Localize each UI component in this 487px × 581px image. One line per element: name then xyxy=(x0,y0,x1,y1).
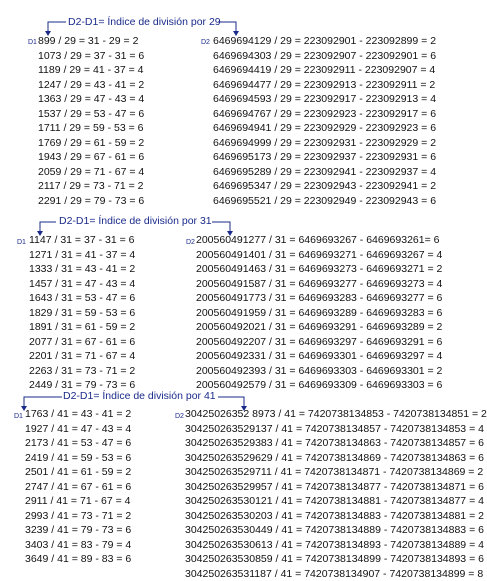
d1-row: 1333 / 31 = 43 - 41 = 2 xyxy=(29,262,135,277)
d1-row: 2993 / 41 = 73 - 71 = 2 xyxy=(25,509,131,524)
d2-row: 200560492579 / 31 = 6469693309 - 6469693303 = 6 xyxy=(196,378,442,393)
d1-row: 1457 / 31 = 47 - 43 = 4 xyxy=(29,277,135,292)
d1-row: 2059 / 29 = 71 - 67 = 4 xyxy=(38,165,144,180)
section-29 xyxy=(0,0,474,206)
d1-column xyxy=(38,34,144,208)
d2-row: 304250263529629 / 41 = 7420738134869 - 7420738134863 = 6 xyxy=(185,451,487,466)
d2-row: 6469695347 / 29 = 223092943 - 223092941 = 2 xyxy=(213,179,436,194)
d1-row: 1537 / 29 = 53 - 47 = 6 xyxy=(38,107,144,122)
d1-row: 1247 / 29 = 43 - 41 = 2 xyxy=(38,78,144,93)
d1-row: 2077 / 31 = 67 - 61 = 6 xyxy=(29,335,135,350)
d2-row: 30425026352 8973 / 41 = 7420738134853 - 7420738134851 = 2 xyxy=(185,407,487,422)
d2-row: 304250263530203 / 41 = 7420738134883 - 7420738134881 = 2 xyxy=(185,509,487,524)
d1-row: 2263 / 31 = 73 - 71 = 2 xyxy=(29,364,135,379)
d2-row: 6469695521 / 29 = 223092949 - 223092943 = 6 xyxy=(213,194,436,209)
d1-row: 1943 / 29 = 67 - 61 = 6 xyxy=(38,150,144,165)
d1-row: 1829 / 31 = 59 - 53 = 6 xyxy=(29,306,135,321)
d1-row: 3403 / 41 = 83 - 79 = 4 xyxy=(25,538,131,553)
d1-row: 2419 / 41 = 59 - 53 = 6 xyxy=(25,451,131,466)
d1-row: 1189 / 29 = 41 - 37 = 4 xyxy=(38,63,144,78)
section-title: D2-D1= Índice de división por 29 xyxy=(68,16,221,28)
d1-row: 3649 / 41 = 89 - 83 = 6 xyxy=(25,552,131,567)
d1-row: 2173 / 41 = 53 - 47 = 6 xyxy=(25,436,131,451)
section-31 xyxy=(0,212,474,384)
d2-row: 6469694477 / 29 = 223092913 - 223092911 = 2 xyxy=(213,78,436,93)
d1-column xyxy=(29,233,135,393)
d2-row: 6469694593 / 29 = 223092917 - 223092913 = 4 xyxy=(213,92,436,107)
d2-row: 304250263529957 / 41 = 7420738134877 - 7420738134871 = 6 xyxy=(185,480,487,495)
d1-tag: D1 xyxy=(14,413,23,420)
d1-row: 1643 / 31 = 53 - 47 = 6 xyxy=(29,291,135,306)
d2-row: 304250263529137 / 41 = 7420738134857 - 7420738134853 = 4 xyxy=(185,422,487,437)
d2-row: 200560492207 / 31 = 6469693297 - 6469693291 = 6 xyxy=(196,335,442,350)
d2-row: 200560492331 / 31 = 6469693301 - 6469693297 = 4 xyxy=(196,349,442,364)
d1-row: 2911 / 41 = 71 - 67 = 4 xyxy=(25,494,131,509)
d2-row: 304250263530449 / 41 = 7420738134889 - 7420738134883 = 6 xyxy=(185,523,487,538)
d2-tag: D2 xyxy=(186,239,195,246)
d2-row: 6469695173 / 29 = 223092937 - 223092931 = 6 xyxy=(213,150,436,165)
d1-row: 1711 / 29 = 59 - 53 = 6 xyxy=(38,121,144,136)
d2-row: 200560492393 / 31 = 6469693303 - 6469693301 = 2 xyxy=(196,364,442,379)
d2-row: 304250263529711 / 41 = 7420738134871 - 7420738134869 = 2 xyxy=(185,465,487,480)
d2-row: 200560491463 / 31 = 6469693273 - 6469693271 = 2 xyxy=(196,262,442,277)
d2-row: 6469694419 / 29 = 223092911 - 223092907 = 4 xyxy=(213,63,436,78)
d1-row: 2201 / 31 = 71 - 67 = 4 xyxy=(29,349,135,364)
d1-tag: D1 xyxy=(28,39,37,46)
d1-row: 2747 / 41 = 67 - 61 = 6 xyxy=(25,480,131,495)
d1-row: 2449 / 31 = 79 - 73 = 6 xyxy=(29,378,135,393)
d2-row: 304250263530859 / 41 = 7420738134899 - 7420738134893 = 6 xyxy=(185,552,487,567)
d2-row: 6469695289 / 29 = 223092941 - 223092937 = 4 xyxy=(213,165,436,180)
d2-column xyxy=(196,233,442,393)
d1-row: 3239 / 41 = 79 - 73 = 6 xyxy=(25,523,131,538)
d2-row: 304250263530121 / 41 = 7420738134881 - 7420738134877 = 4 xyxy=(185,494,487,509)
d1-row: 2117 / 29 = 73 - 71 = 2 xyxy=(38,179,144,194)
d2-row: 200560491959 / 31 = 6469693289 - 6469693283 = 6 xyxy=(196,306,442,321)
d1-row: 1927 / 41 = 47 - 43 = 4 xyxy=(25,422,131,437)
d1-column xyxy=(25,407,131,567)
d2-row: 6469694129 / 29 = 223092901 - 223092899 = 2 xyxy=(213,34,436,49)
d1-row: 2291 / 29 = 79 - 73 = 6 xyxy=(38,194,144,209)
d2-tag: D2 xyxy=(175,413,184,420)
d1-row: 1891 / 31 = 61 - 59 = 2 xyxy=(29,320,135,335)
d2-row: 304250263529383 / 41 = 7420738134863 - 7420738134857 = 6 xyxy=(185,436,487,451)
d2-row: 6469694767 / 29 = 223092923 - 223092917 = 6 xyxy=(213,107,436,122)
d1-row: 1763 / 41 = 43 - 41 = 2 xyxy=(25,407,131,422)
d2-row: 200560492021 / 31 = 6469693291 - 6469693289 = 2 xyxy=(196,320,442,335)
d1-row: 1147 / 31 = 37 - 31 = 6 xyxy=(29,233,135,248)
d1-tag: D1 xyxy=(17,239,26,246)
d2-column xyxy=(185,407,487,581)
d1-row: 2501 / 41 = 61 - 59 = 2 xyxy=(25,465,131,480)
d2-row: 200560491401 / 31 = 6469693271 - 6469693267 = 4 xyxy=(196,248,442,263)
d2-row: 6469694941 / 29 = 223092929 - 223092923 = 6 xyxy=(213,121,436,136)
d2-row: 200560491277 / 31 = 6469693267 - 6469693261= 6 xyxy=(196,233,442,248)
d1-row: 1271 / 31 = 41 - 37 = 4 xyxy=(29,248,135,263)
d1-row: 1073 / 29 = 37 - 31 = 6 xyxy=(38,49,144,64)
d2-row: 6469694999 / 29 = 223092931 - 223092929 = 2 xyxy=(213,136,436,151)
d1-row: 1363 / 29 = 47 - 43 = 4 xyxy=(38,92,144,107)
d2-column xyxy=(213,34,436,208)
d2-row: 200560491773 / 31 = 6469693283 - 6469693277 = 6 xyxy=(196,291,442,306)
d2-tag: D2 xyxy=(201,39,210,46)
d1-row: 1769 / 29 = 61 - 59 = 2 xyxy=(38,136,144,151)
section-title: D2-D1= Índice de división por 31 xyxy=(59,215,212,227)
d1-row: 899 / 29 = 31 - 29 = 2 xyxy=(38,34,144,49)
d2-row: 200560491587 / 31 = 6469693277 - 6469693273 = 4 xyxy=(196,277,442,292)
d2-row: 6469694303 / 29 = 223092907 - 223092901 = 6 xyxy=(213,49,436,64)
section-41 xyxy=(0,388,474,566)
d2-row: 304250263530613 / 41 = 7420738134893 - 7420738134889 = 4 xyxy=(185,538,487,553)
d2-row: 304250263531187 / 41 = 7420738134907 - 7420738134899 = 8 xyxy=(185,567,487,581)
section-title: D2-D1= Índice de división por 41 xyxy=(63,390,216,402)
